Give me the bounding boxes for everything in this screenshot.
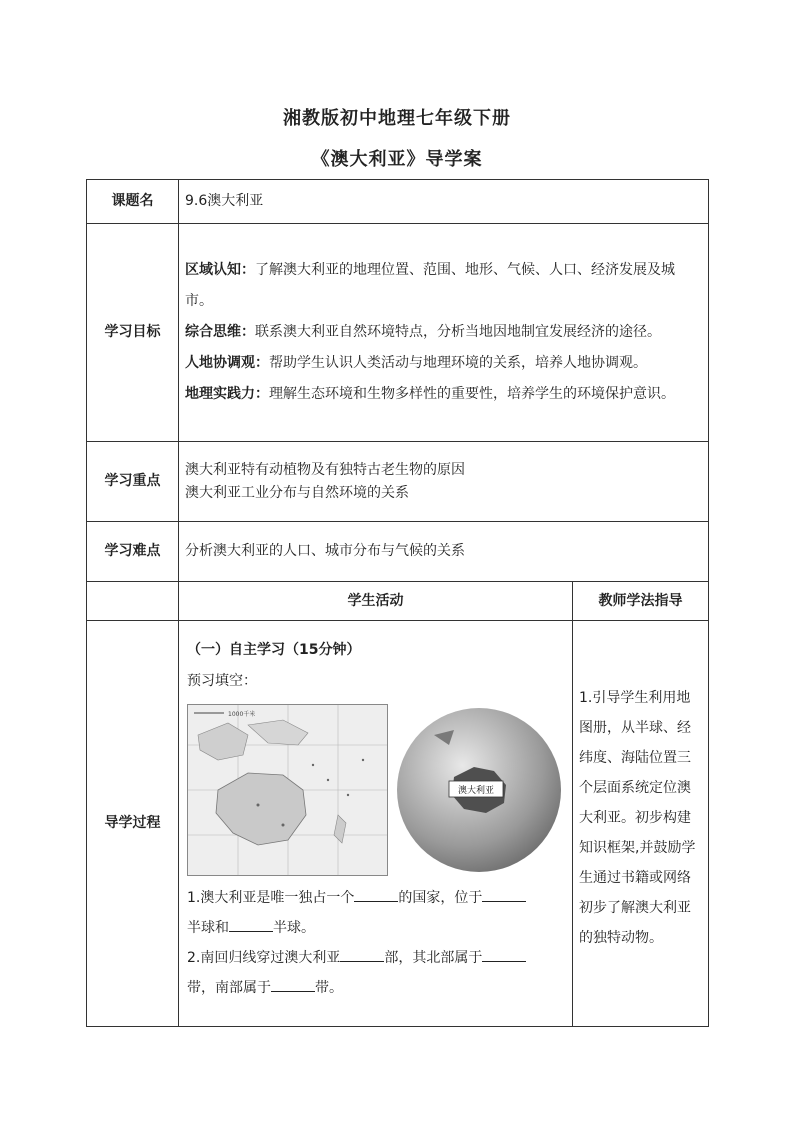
difficulty-row — [87, 522, 709, 582]
document-subtitle: 《澳大利亚》导学案 — [311, 149, 483, 170]
answer-blank[interactable] — [340, 945, 384, 962]
goal-item: 区域认知：了解澳大利亚的地理位置、范围、地形、气候、人口、经济发展及城市。 — [185, 262, 675, 309]
answer-blank[interactable] — [482, 885, 526, 902]
difficulty-label: 学习难点 — [87, 522, 179, 582]
column-header-row — [87, 582, 709, 621]
goals-cell — [179, 224, 709, 442]
key-point: 澳大利亚工业分布与自然环境的关系 — [185, 484, 409, 501]
goal-item: 地理实践力：理解生态环境和生物多样性的重要性，培养学生的环境保护意识。 — [185, 386, 675, 402]
answer-blank[interactable] — [271, 975, 315, 992]
globe-illustration — [394, 705, 564, 875]
question-1: 1.澳大利亚是唯一独占一个 的国家，位于 半球和 半球。 — [187, 883, 564, 943]
teacher-guide-text: 1.引导学生利用地图册，从半球、经纬度、海陆位置三个层面系统定位澳大利亚。初步构建知识框架,并鼓励学生通过书籍或网络初步了解澳大利亚的独特动物。 — [573, 621, 709, 1027]
teacher-guide-header: 教师学法指导 — [573, 582, 709, 621]
goals-row — [87, 224, 709, 442]
student-activity-cell — [179, 621, 573, 1027]
globe-image — [394, 705, 564, 875]
goals-label: 学习目标 — [87, 224, 179, 442]
goal-item: 人地协调观：帮助学生认识人类活动与地理环境的关系，培养人地协调观。 — [185, 355, 647, 371]
goal-item: 综合思维：联系澳大利亚自然环境特点，分析当地因地制宜发展经济的途径。 — [185, 324, 661, 340]
process-label: 导学过程 — [87, 621, 179, 1027]
oceania-map — [187, 704, 388, 876]
answer-blank[interactable] — [229, 915, 273, 932]
difficulty-value: 分析澳大利亚的人口、城市分布与气候的关系 — [179, 522, 709, 582]
topic-label: 课题名 — [87, 180, 179, 224]
empty-cell — [87, 582, 179, 621]
document-title: 湘教版初中地理七年级下册 — [283, 108, 511, 129]
maps-row — [187, 705, 564, 875]
section-title: （一）自主学习（15分钟） — [187, 642, 361, 658]
student-activity-header: 学生活动 — [179, 582, 573, 621]
map-scale-label: 1000千米 — [228, 711, 256, 719]
answer-blank[interactable] — [482, 945, 526, 962]
key-point: 澳大利亚特有动植物及有独特古老生物的原因 — [185, 462, 465, 479]
topic-value: 9.6澳大利亚 — [179, 180, 709, 224]
key-label: 学习重点 — [87, 442, 179, 522]
process-row — [87, 621, 709, 1027]
key-row — [87, 442, 709, 522]
key-points-cell — [179, 442, 709, 522]
globe-label: 澳大利亚 — [457, 786, 495, 797]
answer-blank[interactable] — [354, 885, 398, 902]
question-2: 2.南回归线穿过澳大利亚 部，其北部属于 带，南部属于 带。 — [187, 943, 564, 1003]
lesson-plan-table — [86, 179, 709, 1027]
map-illustration — [188, 705, 388, 875]
preview-label: 预习填空： — [187, 673, 257, 690]
topic-row — [87, 180, 709, 224]
